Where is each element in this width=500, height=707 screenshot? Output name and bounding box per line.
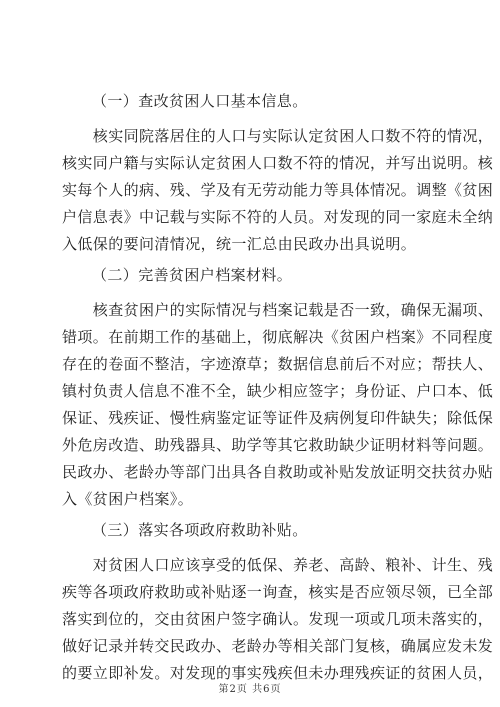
- section-paragraph-3: [62, 552, 494, 687]
- text-line: 核实同院落居住的人口与实际认定贫困人口数不符的情况，: [62, 127, 494, 145]
- text-line: 户信息表》中记载与实际不符的人员。对发现的同一家庭未全纳: [62, 208, 494, 226]
- text-line: 做好记录并转交民政办、老龄办等相关部门复核，确属应发未发: [62, 637, 494, 655]
- text-line: 疾等各项政府救助或补贴逐一询查，核实是否应领尽领，已全部: [62, 583, 494, 601]
- text-line: 入《贫困户档案》。: [62, 490, 194, 508]
- text-line: 镇村负责人信息不准不全，缺少相应签字；身份证、户口本、低: [62, 382, 494, 400]
- text-line: 核查贫困户的实际情况与档案记载是否一致，确保无漏项、: [62, 301, 494, 319]
- text-line: 民政办、老龄办等部门出具各自救助或补贴发放证明交扶贫办贴: [62, 463, 494, 481]
- section-paragraph-1: [62, 123, 494, 258]
- text-line: 落实到位的，交由贫困户签字确认。发现一项或几项未落实的，: [62, 610, 494, 628]
- text-line: 对贫困人口应该享受的低保、养老、高龄、粮补、计生、残: [62, 556, 494, 574]
- section-heading-1: （一）查改贫困人口基本信息。: [92, 92, 308, 110]
- text-line: 入低保的要问清情况，统一汇总由民政办出具说明。: [62, 235, 417, 253]
- page-number-footer: 第2页 共6页: [218, 684, 282, 695]
- text-line: 核实同户籍与实际认定贫困人口数不符的情况，并写出说明。核: [62, 154, 494, 172]
- text-line: 错项。在前期工作的基础上，彻底解决《贫困户档案》不同程度: [62, 328, 494, 346]
- section-heading-2: （二）完善贫困户档案材料。: [92, 266, 293, 284]
- section-paragraph-2: [62, 297, 494, 513]
- text-line: 实每个人的病、残、学及有无劳动能力等具体情况。调整《贫困: [62, 181, 494, 199]
- text-line: 存在的卷面不整洁，字迹潦草；数据信息前后不对应；帮扶人、: [62, 355, 494, 373]
- text-line: 的要立即补发。对发现的事实残疾但未办理残疾证的贫困人员，: [62, 664, 494, 682]
- text-line: 外危房改造、助残器具、助学等其它救助缺少证明材料等问题。: [62, 436, 494, 454]
- text-line: 保证、残疾证、慢性病鉴定证等证件及病例复印件缺失；除低保: [62, 409, 494, 427]
- document-body: [62, 88, 494, 687]
- section-heading-3: （三）落实各项政府救助补贴。: [92, 521, 308, 539]
